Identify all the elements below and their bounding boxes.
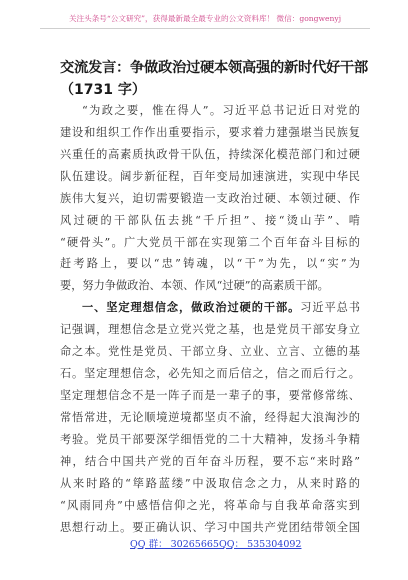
header-promo-text: 关注头条号“公文研究”，获得最新最全最专业的公文资料库！ 微信：gongwenyj bbox=[68, 13, 342, 23]
word-count: （1731 字） bbox=[60, 82, 146, 98]
document-title: 交流发言：争做政治过硬本领高强的新时代好干部 bbox=[60, 60, 368, 76]
paragraph-line: 从来时路的“筚路蓝缕”中汲取信念之力，从来时路的 bbox=[60, 476, 360, 490]
paragraph-line: 命之本。党性是党员、干部立身、立业、立言、立德的基 bbox=[60, 345, 360, 359]
page-footer bbox=[130, 535, 300, 551]
paragraph-line: 族伟大复兴，迫切需要锻造一支政治过硬、本领过硬、作 bbox=[60, 191, 360, 205]
paragraph-line: 坚定理想信念不是一阵子而是一辈子的事，要常修常练、 bbox=[60, 388, 360, 402]
paragraph-line: 赶考路上，要以“忠”铸魂，以“干”为先，以“实”为 bbox=[60, 257, 360, 271]
paragraph-line: “风雨同舟”中感悟信仰之光，将革命与自我革命落实到 bbox=[60, 498, 360, 512]
paragraph-line: 兴重任的高素质执政骨干队伍，持续深化模范部门和过硬 bbox=[60, 147, 360, 161]
page-header bbox=[40, 8, 370, 29]
paragraph-line: 队伍建设。阔步新征程，百年变局加速演进，实现中华民 bbox=[60, 169, 360, 183]
paragraph-line: 记强调，理想信念是立党兴党之基，也是党员干部安身立 bbox=[60, 323, 360, 337]
paragraph-line: 要，努力争做政治、本领、作风“过硬”的高素质干部。 bbox=[60, 279, 329, 293]
paragraph-line: 思想行动上。要正确认识、学习中国共产党团结带领全国 bbox=[60, 520, 360, 534]
qq-group-link[interactable]: QQ 群： 30265665 bbox=[130, 539, 219, 550]
paragraph-line: 考验。党员干部要深学细悟党的二十大精神，发扬斗争精 bbox=[60, 432, 360, 446]
section-heading-continuation: 习近平总书 bbox=[300, 301, 360, 315]
document-body bbox=[60, 100, 360, 538]
paragraph-line: “为政之要，惟在得人”。习近平总书记近日对党的 bbox=[82, 104, 360, 117]
section-heading: 一、坚定理想信念，做政治过硬的干部。 bbox=[82, 301, 301, 315]
paragraph-line: 神，结合中国共产党的百年奋斗历程，要不忘“来时路” bbox=[60, 454, 360, 468]
qq-contact-link[interactable]: QQ： 535304092 bbox=[218, 539, 302, 550]
paragraph-line: 风过硬的干部队伍去挑“千斤担”、接“烫山芋”、啃 bbox=[60, 213, 360, 227]
paragraph-line: 建设和组织工作作出重要指示，要求着力建强堪当民族复 bbox=[60, 125, 360, 139]
paragraph-line: “硬骨头”。广大党员干部在实现第二个百年奋斗目标的 bbox=[60, 235, 360, 249]
paragraph-line: 石。坚定理想信念，必先知之而后信之，信之而后行之。 bbox=[60, 367, 360, 381]
section-heading-line bbox=[60, 297, 360, 319]
paragraph-line: 常悟常进，无论顺境逆境都坚贞不渝，经得起大浪淘沙的 bbox=[60, 410, 360, 424]
